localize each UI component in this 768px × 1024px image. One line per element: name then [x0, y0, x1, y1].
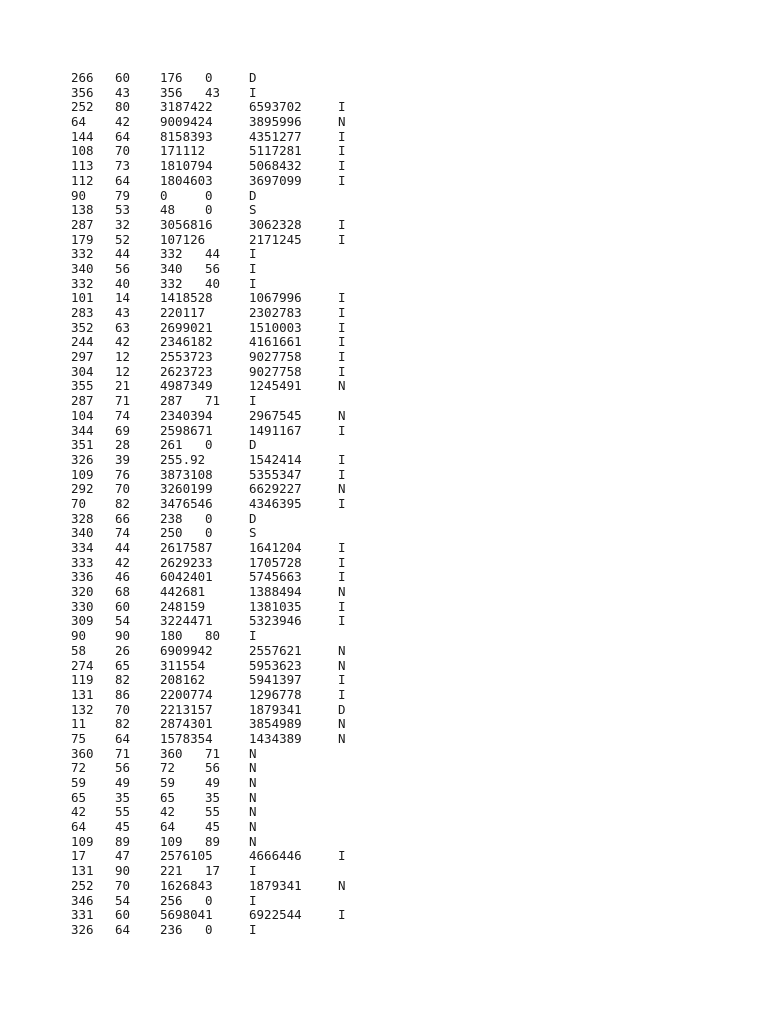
table-cell: 0 [205, 202, 213, 218]
table-cell: I [338, 848, 346, 864]
table-cell: I [338, 290, 346, 306]
table-cell: I [249, 393, 257, 409]
table-cell: 17 [205, 863, 221, 879]
table-cell: 1381035 [249, 598, 302, 614]
table-cell: 17 [71, 848, 87, 864]
table-cell: N [338, 716, 346, 732]
table-cell: 287 [71, 393, 94, 409]
table-cell: 255.92 [160, 451, 206, 467]
table-cell: 332 [71, 246, 94, 262]
table-cell: 6909942 [160, 642, 213, 658]
table-cell: 340 [71, 525, 94, 541]
table-cell: 109 [160, 833, 183, 849]
table-cell: 332 [71, 275, 94, 291]
table-cell: 6593702 [249, 99, 302, 115]
table-cell: N [338, 481, 346, 497]
table-cell: 326 [71, 451, 94, 467]
table-cell: 82 [115, 495, 131, 511]
table-cell: D [249, 187, 257, 203]
table-cell: I [249, 84, 257, 100]
table-cell: N [338, 378, 346, 394]
table-cell: I [338, 172, 346, 188]
table-cell: 287 [160, 393, 183, 409]
table-cell: 1626843 [160, 877, 213, 893]
table-cell: I [338, 216, 346, 232]
table-cell: I [338, 143, 346, 159]
table-cell: 69 [115, 422, 131, 438]
table-cell: I [249, 892, 257, 908]
table-cell: 64 [71, 819, 87, 835]
table-cell: 80 [205, 628, 221, 644]
table-cell: I [338, 466, 346, 482]
table-cell: N [249, 775, 257, 790]
table-cell: I [338, 363, 346, 379]
table-cell: 4346395 [249, 495, 302, 511]
table-cell: 1296778 [249, 686, 302, 702]
table-cell: 304 [71, 363, 94, 379]
table-cell: 131 [71, 863, 94, 879]
table-cell: 112 [71, 172, 94, 188]
table-cell: N [249, 833, 257, 849]
table-cell: 44 [115, 246, 131, 262]
table-cell: 331 [71, 907, 94, 923]
table-cell: 101 [71, 290, 94, 306]
table-cell: 68 [115, 584, 131, 600]
table-cell: 3224471 [160, 613, 213, 629]
table-cell: I [338, 99, 346, 115]
table-cell: 66 [115, 510, 131, 526]
table-cell: 1510003 [249, 319, 302, 335]
table-cell: N [338, 114, 346, 130]
table-cell: 1705728 [249, 554, 302, 570]
table-cell: 1879341 [249, 701, 302, 717]
table-cell: 64 [115, 730, 131, 746]
table-cell: 261 [160, 437, 183, 453]
table-cell: 1578354 [160, 730, 213, 746]
table-cell: 107126 [160, 231, 206, 247]
table-cell: 90 [115, 863, 131, 879]
table-cell: 2200774 [160, 686, 213, 702]
table-cell: 0 [205, 187, 213, 203]
table-cell: N [338, 730, 346, 746]
table-cell: 236 [160, 921, 183, 937]
table-cell: 287 [71, 216, 94, 232]
table-cell: 113 [71, 158, 94, 174]
table-cell: 334 [71, 540, 94, 555]
table-cell: 76 [115, 466, 131, 482]
table-cell: 2967545 [249, 407, 302, 423]
table-cell: 0 [205, 437, 213, 453]
table-cell: I [338, 422, 346, 438]
table-cell: 90 [115, 628, 131, 644]
table-cell: 71 [205, 745, 221, 761]
table-cell: N [249, 819, 257, 835]
table-cell: 42 [160, 804, 176, 820]
table-cell: 109 [71, 833, 94, 849]
table-cell: N [338, 642, 346, 658]
table-cell: I [338, 305, 346, 320]
table-cell: I [338, 319, 346, 335]
table-cell: I [338, 334, 346, 350]
table-cell: 42 [115, 334, 131, 350]
table-cell: I [338, 231, 346, 247]
table-cell: 74 [115, 407, 131, 423]
table-cell: 3697099 [249, 172, 302, 188]
table-cell: 132 [71, 701, 94, 717]
table-cell: 360 [160, 745, 183, 761]
table-cell: 74 [115, 525, 131, 541]
table-cell: I [249, 275, 257, 291]
table-cell: 43 [205, 84, 221, 100]
table-cell: 26 [115, 642, 131, 658]
table-cell: 5117281 [249, 143, 302, 159]
table-cell: 47 [115, 848, 131, 864]
table-cell: 3056816 [160, 216, 213, 232]
table-cell: I [338, 495, 346, 511]
table-cell: 3895996 [249, 114, 302, 130]
table-cell: 180 [160, 628, 183, 644]
table-cell: 2576105 [160, 848, 213, 864]
table-cell: 45 [115, 819, 131, 835]
table-cell: 65 [71, 789, 87, 805]
table-cell: 1388494 [249, 584, 302, 600]
table-cell: 2171245 [249, 231, 302, 247]
table-cell: 0 [160, 187, 168, 203]
table-cell: 39 [115, 451, 131, 467]
table-cell: 89 [205, 833, 221, 849]
table-cell: 70 [115, 481, 131, 497]
table-cell: I [338, 158, 346, 174]
table-cell: 2629233 [160, 554, 213, 570]
table-cell: 1810794 [160, 158, 213, 174]
table-cell: 179 [71, 231, 94, 247]
table-cell: 5355347 [249, 466, 302, 482]
table-cell: 55 [205, 804, 221, 820]
table-cell: 4351277 [249, 128, 302, 144]
table-cell: 0 [205, 921, 213, 937]
table-cell: 64 [160, 819, 176, 835]
table-cell: 73 [115, 158, 131, 174]
table-cell: 75 [71, 730, 87, 746]
table-cell: 6922544 [249, 907, 302, 923]
table-cell: 71 [115, 393, 131, 409]
table-cell: 56 [205, 260, 221, 276]
table-cell: N [249, 760, 257, 776]
table-cell: 5953623 [249, 657, 302, 673]
table-cell: 90 [71, 187, 87, 203]
table-cell: 55 [115, 804, 131, 820]
table-cell: 6042401 [160, 569, 213, 585]
table-cell: 3873108 [160, 466, 213, 482]
table-cell: 340 [71, 260, 94, 276]
table-cell: 9027758 [249, 349, 302, 365]
table-cell: 330 [71, 598, 94, 614]
table-cell: 0 [205, 510, 213, 526]
table-cell: 109 [71, 466, 94, 482]
table-cell: 58 [71, 642, 87, 658]
table-cell: 1418528 [160, 290, 213, 306]
table-cell: 356 [160, 84, 183, 100]
table-cell: 54 [115, 892, 131, 908]
table-cell: 59 [71, 775, 87, 790]
table-cell: 65 [160, 789, 176, 805]
table-cell: 220117 [160, 305, 206, 320]
table-cell: 208162 [160, 672, 206, 688]
table-cell: 64 [71, 114, 87, 130]
table-cell: I [338, 598, 346, 614]
table-cell: 332 [160, 246, 183, 262]
table-cell: 351 [71, 437, 94, 453]
table-cell: 292 [71, 481, 94, 497]
table-cell: 64 [115, 128, 131, 144]
table-cell: 71 [115, 745, 131, 761]
table-cell: 70 [115, 143, 131, 159]
table-cell: 248159 [160, 598, 206, 614]
table-cell: 70 [115, 877, 131, 893]
table-cell: 1245491 [249, 378, 302, 394]
table-cell: I [338, 686, 346, 702]
table-cell: 5941397 [249, 672, 302, 688]
table-cell: 5068432 [249, 158, 302, 174]
table-cell: 138 [71, 202, 94, 218]
table-cell: 311554 [160, 657, 206, 673]
table-cell: 3476546 [160, 495, 213, 511]
table-cell: I [338, 613, 346, 629]
table-cell: 1067996 [249, 290, 302, 306]
table-cell: 2340394 [160, 407, 213, 423]
table-cell: 1542414 [249, 451, 302, 467]
table-cell: N [338, 877, 346, 893]
table-cell: 119 [71, 672, 94, 688]
table-cell: N [249, 804, 257, 820]
table-cell: N [338, 584, 346, 600]
table-cell: 3260199 [160, 481, 213, 497]
table-cell: 56 [205, 760, 221, 776]
table-cell: 5323946 [249, 613, 302, 629]
table-cell: I [249, 921, 257, 937]
table-cell: 221 [160, 863, 183, 879]
table-cell: 44 [115, 540, 131, 555]
table-cell: 2557621 [249, 642, 302, 658]
table-cell: 244 [71, 334, 94, 350]
table-cell: 360 [71, 745, 94, 761]
table-cell: N [249, 745, 257, 761]
table-cell: 9027758 [249, 363, 302, 379]
table-cell: N [338, 407, 346, 423]
table-cell: 60 [115, 907, 131, 923]
table-cell: 2346182 [160, 334, 213, 350]
table-cell: 238 [160, 510, 183, 526]
table-cell: 352 [71, 319, 94, 335]
table-cell: 2623723 [160, 363, 213, 379]
table-cell: 297 [71, 349, 94, 365]
table-cell: 283 [71, 305, 94, 320]
table-cell: I [249, 260, 257, 276]
table-cell: S [249, 525, 257, 541]
table-cell: 60 [115, 598, 131, 614]
table-cell: 0 [205, 70, 213, 85]
table-cell: 80 [115, 99, 131, 115]
table-cell: 256 [160, 892, 183, 908]
table-cell: 266 [71, 70, 94, 85]
table-cell: 309 [71, 613, 94, 629]
table-cell: D [249, 510, 257, 526]
table-cell: I [338, 451, 346, 467]
table-cell: I [338, 349, 346, 365]
table-cell: 71 [205, 393, 221, 409]
table-cell: I [249, 863, 257, 879]
table-cell: 49 [205, 775, 221, 790]
table-cell: 53 [115, 202, 131, 218]
table-cell: 35 [115, 789, 131, 805]
table-cell: 442681 [160, 584, 206, 600]
table-cell: 28 [115, 437, 131, 453]
table-cell: 356 [71, 84, 94, 100]
table-cell: 82 [115, 672, 131, 688]
table-cell: 59 [160, 775, 176, 790]
table-cell: 328 [71, 510, 94, 526]
table-cell: 48 [160, 202, 176, 218]
table-cell: 131 [71, 686, 94, 702]
table-cell: 40 [205, 275, 221, 291]
table-cell: 42 [115, 114, 131, 130]
table-cell: 332 [160, 275, 183, 291]
table-cell: 250 [160, 525, 183, 541]
table-cell: N [338, 657, 346, 673]
table-cell: 2699021 [160, 319, 213, 335]
table-cell: 1641204 [249, 540, 302, 555]
table-cell: 54 [115, 613, 131, 629]
table-cell: I [338, 672, 346, 688]
table-cell: 60 [115, 70, 131, 85]
table-cell: 72 [160, 760, 176, 776]
table-cell: 108 [71, 143, 94, 159]
table-cell: 346 [71, 892, 94, 908]
table-cell: 340 [160, 260, 183, 276]
table-cell: 104 [71, 407, 94, 423]
table-cell: 320 [71, 584, 94, 600]
table-cell: 336 [71, 569, 94, 585]
table-cell: 46 [115, 569, 131, 585]
table-cell: 56 [115, 260, 131, 276]
table-cell: 65 [115, 657, 131, 673]
table-cell: 2213157 [160, 701, 213, 717]
table-cell: 72 [71, 760, 87, 776]
table-cell: 171112 [160, 143, 206, 159]
table-cell: D [249, 437, 257, 453]
table-cell: 86 [115, 686, 131, 702]
table-cell: 2553723 [160, 349, 213, 365]
table-cell: N [249, 789, 257, 805]
table-cell: 70 [115, 701, 131, 717]
table-cell: 2598671 [160, 422, 213, 438]
table-cell: 274 [71, 657, 94, 673]
table-cell: 42 [71, 804, 87, 820]
table-cell: 45 [205, 819, 221, 835]
table-cell: 0 [205, 892, 213, 908]
table-cell: 64 [115, 921, 131, 937]
table-cell: 3854989 [249, 716, 302, 732]
table-cell: S [249, 202, 257, 218]
table-cell: 8158393 [160, 128, 213, 144]
table-cell: I [249, 246, 257, 262]
table-cell: 326 [71, 921, 94, 937]
table-cell: 252 [71, 99, 94, 115]
table-cell: 1804603 [160, 172, 213, 188]
table-cell: 79 [115, 187, 131, 203]
table-cell: 2874301 [160, 716, 213, 732]
table-cell: 90 [71, 628, 87, 644]
table-cell: D [338, 701, 346, 717]
table-cell: 49 [115, 775, 131, 790]
table-cell: 35 [205, 789, 221, 805]
table-cell: I [338, 554, 346, 570]
table-cell: I [338, 569, 346, 585]
table-cell: 4161661 [249, 334, 302, 350]
table-cell: 1434389 [249, 730, 302, 746]
table-cell: 43 [115, 305, 131, 320]
table-cell: 176 [160, 70, 183, 85]
table-cell: 63 [115, 319, 131, 335]
table-cell: I [338, 540, 346, 555]
table-cell: 32 [115, 216, 131, 232]
table-cell: 14 [115, 290, 131, 306]
table-cell: 56 [115, 760, 131, 776]
table-cell: 252 [71, 877, 94, 893]
table-cell: 44 [205, 246, 221, 262]
table-cell: 42 [115, 554, 131, 570]
table-cell: 5745663 [249, 569, 302, 585]
table-cell: 1491167 [249, 422, 302, 438]
table-cell: 43 [115, 84, 131, 100]
table-cell: 52 [115, 231, 131, 247]
table-cell: 4987349 [160, 378, 213, 394]
table-cell: 5698041 [160, 907, 213, 923]
table-cell: 64 [115, 172, 131, 188]
table-cell: 144 [71, 128, 94, 144]
table-cell: 4666446 [249, 848, 302, 864]
table-cell: 333 [71, 554, 94, 570]
table-cell: 0 [205, 525, 213, 541]
table-cell: 21 [115, 378, 131, 394]
table-cell: 11 [71, 716, 87, 732]
table-cell: 12 [115, 349, 131, 365]
table-cell: D [249, 70, 257, 85]
table-cell: 9009424 [160, 114, 213, 130]
table-cell: 6629227 [249, 481, 302, 497]
table-cell: 40 [115, 275, 131, 291]
table-cell: 3062328 [249, 216, 302, 232]
table-cell: I [338, 907, 346, 923]
table-cell: 70 [71, 495, 87, 511]
table-cell: 12 [115, 363, 131, 379]
table-cell: 82 [115, 716, 131, 732]
table-cell: I [249, 628, 257, 644]
table-cell: 2302783 [249, 305, 302, 320]
table-cell: 2617587 [160, 540, 213, 555]
table-cell: 1879341 [249, 877, 302, 893]
table-cell: 3187422 [160, 99, 213, 115]
table-cell: 355 [71, 378, 94, 394]
table-cell: 344 [71, 422, 94, 438]
table-cell: I [338, 128, 346, 144]
table-cell: 89 [115, 833, 131, 849]
